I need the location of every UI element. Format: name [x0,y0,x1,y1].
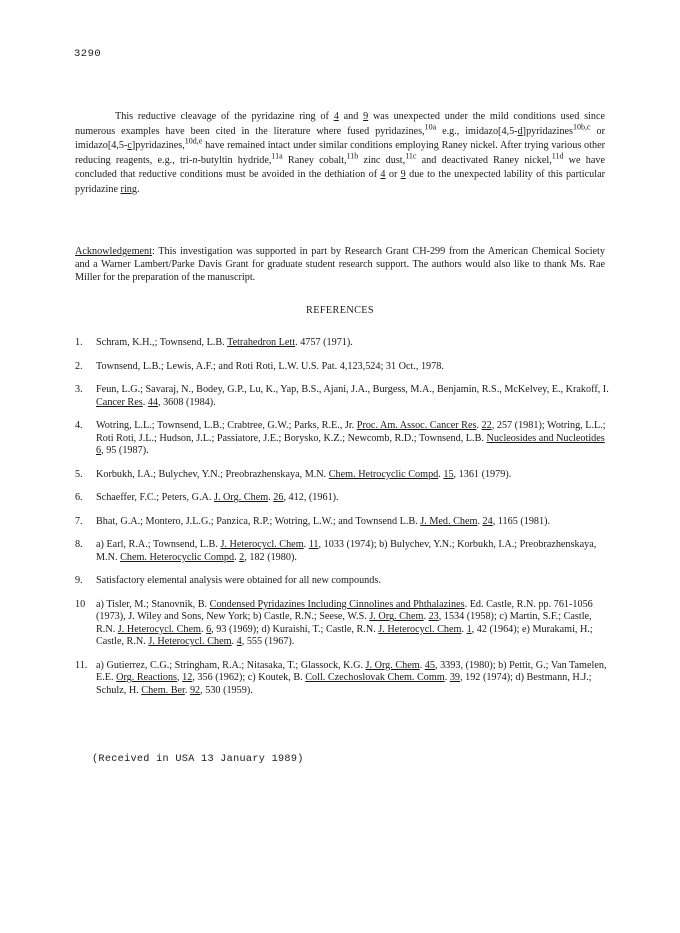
volume: 11 [308,539,319,551]
volume: 12 [182,672,193,684]
citation-superscript: 11c [405,151,417,161]
text-run: Schram, K.H.,; Townsend, L.B. [96,337,228,348]
reference-number: 3. [75,384,83,396]
reference-number: 7. [75,515,83,527]
citation-superscript: 10a [424,122,437,132]
text-run: . [268,492,274,504]
journal-name: J. Heterocycl. Chem [220,539,304,551]
text-run: . [142,396,148,408]
citation-superscript: 11d [551,151,564,161]
acknowledgement-text: : This investigation was supported in part by Research Grant CH-299 from the American Chemical Society and a Warner Lambert/Parke Davis Grant for graduate student research support. The authors would also like to thank Ms. Rae Miller for the preparation of the manuscript. [75,246,605,284]
text-run: , 42 (1964); e) Murakami, H.; Castle, R.N. [96,623,593,648]
journal-name: J. Org. Chem [214,492,269,504]
text-run: Schaeffer, F.C.; Peters, G.A. [96,492,214,504]
text-run: Raney cobalt, [282,154,347,166]
references-heading: REFERENCES [306,305,374,316]
reference-item [75,361,610,373]
reference-item [75,575,610,587]
text-run: . [419,659,425,671]
reference-number: 1. [75,337,83,348]
journal-name: J. Heterocycl. Chem [148,636,232,648]
journal-name: Tetrahedron Lett [227,337,296,348]
text-run: . [136,183,140,195]
text-run: , 1165 (1981). [492,515,551,527]
compound-ref: 4 [333,111,339,122]
text-run: , 95 (1987). [101,445,149,456]
text-run: , 257 (1981); Wotring, L.L.; Roti Roti, J.L.; Hudson, J.L.; Passiatore, J.E.; Borysko, K.Z.; Newcomb, R.D.; Townsend, L.B. [96,420,606,444]
reference-number: 11. [75,659,88,671]
book-title: Condensed Pyridazines Including Cinnolines and Phthalazines [209,598,465,610]
volume: 44 [147,396,158,408]
text-run: , 1534 (1958); c) Martin, S.F.; Castle, R.N. [96,611,592,635]
text-run: , 356 (1962); c) Koutek, B. [192,672,306,684]
text-run: This reductive cleavage of the pyridazine ring of [115,111,334,122]
volume: 23 [428,611,439,623]
reference-number: 2. [75,360,83,372]
volume: 2 [239,551,245,563]
text-run: , 182 (1980). [244,551,297,563]
volume: 1 [466,623,472,635]
journal-name: Chem. Heterocyclic Compd [120,551,235,563]
compound-ref: 9 [400,169,406,181]
journal-name: J. Org. Chem [365,659,420,671]
journal-name: Cancer Res [96,396,143,408]
text-run: Satisfactory elemental analysis were obtained for all new compounds. [96,575,381,587]
text-run: . [184,684,190,696]
text-run: . [303,539,309,551]
reference-item [75,539,610,564]
text-run: zinc dust, [358,154,406,166]
reference-number: 9. [75,575,83,587]
text-run: , 93 (1969); d) Kuraishi, T.; Castle, R.N. [211,623,379,635]
volume: 22 [481,420,492,432]
text-run: , 555 (1967). [241,636,295,648]
text-run: e.g., imidazo[4,5- [436,125,518,137]
volume: 26 [273,492,284,504]
volume: 4 [236,636,242,648]
volume: 45 [424,659,435,671]
text-run: , [177,672,183,684]
text-run: Feun, L.G.; Savaraj, N., Bodey, G.P., Lu, K., Yap, B.S., Ajani, J.A., Burgess, M.A., Benjamin, R.S., McKelvey, E., Krakoff, I. [96,384,609,396]
citation-superscript: 10b,c [573,122,591,132]
text-run: , 530 (1959). [200,684,253,696]
text-run: . [444,672,450,684]
reference-item [75,337,610,349]
paragraph-text [75,110,605,198]
citation-superscript: 11b [346,151,359,161]
journal-name: Nucleosides and Nucleotides [486,432,605,444]
received-date: (Received in USA 13 January 1989) [92,754,304,765]
text-run: or [385,169,401,181]
text-run: ]pyridazines [522,125,574,137]
page-number: 3290 [74,48,102,60]
citation-superscript: 10d,e [184,136,203,146]
text-run: have remained intact under similar conditions employing Raney nickel. After trying various other reducing reagents, e.g., tri- [75,140,605,166]
acknowledgement [75,245,605,285]
text-run: , 1361 (1979). [453,468,512,480]
text-run: . [461,623,467,635]
volume: 24 [482,515,493,527]
fusion-letter: c [127,140,132,152]
fusion-letter: d [517,125,523,137]
text-run: and [338,111,364,122]
journal-name: Coll. Czechoslovak Chem. Comm [305,672,445,684]
text-run: . Ed. Castle, R.N. pp. 761-1056 (1973), J. Wiley and Sons, New York; b) Castle, R.N.; Seese, W.S. [96,598,593,623]
text-run: due to the unexpected lability of this particular pyridazine [75,169,605,195]
text-run: Wotring, L.L.; Townsend, L.B.; Crabtree, G.W.; Parks, R.E., Jr. [96,420,357,432]
reference-number: 4. [75,420,83,432]
text-run: . [234,551,240,563]
reference-item [75,384,610,409]
journal-name: J. Heterocycl. Chem [378,623,462,635]
journal-name: Proc. Am. Assoc. Cancer Res [356,420,477,432]
text-run: a) Tisler, M.; Stanovnik, B. [96,598,210,610]
reference-item [75,599,610,649]
text-run: a) Gutierrez, C.G.; Stringham, R.A.; Nitasaka, T.; Glassock, K.G. [96,659,366,671]
text-run: -butyltin hydride, [197,154,272,166]
volume: 15 [443,468,454,480]
italic-prefix: n [192,154,198,166]
reference-item [75,420,610,457]
text-run: or imidazo[4,5- [75,125,605,152]
journal-name: J. Heterocycl. Chem [117,623,201,635]
reference-list [75,337,610,708]
volume: 6 [96,445,102,456]
text-run: . [477,515,483,527]
text-run: a) Earl, R.A.; Townsend, L.B. [96,539,221,551]
reference-number: 6. [75,492,83,504]
volume: 39 [449,672,461,684]
text-run: ]pyridazines, [131,140,185,152]
text-run: . [231,636,237,648]
text-run: ring [120,183,137,195]
body-paragraph [75,110,605,198]
text-run: was unexpected under the mild conditions used since numerous examples have been cited in the literature where fused pyridazines, [75,111,606,137]
text-run: Korbukh, I.A.; Bulychev, Y.N.; Preobrazhenskaya, M.N. [96,468,329,480]
reference-item [75,660,610,697]
reference-number: 8. [75,539,83,551]
acknowledgement-heading: Acknowledgement [75,246,152,257]
text-run: . [200,623,207,635]
text-run: . 4757 (1971). [295,337,353,348]
text-run: , 1033 (1974); b) Bulychev, Y.N.; Korbukh, I.A.; Preobrazhenskaya, M.N. [96,539,597,563]
text-run: . [438,468,444,480]
citation-superscript: 11a [271,151,283,161]
journal-name: Chem. Hetrocyclic Compd [328,468,439,480]
reference-item [75,492,610,504]
journal-name: Org. Reactions [116,672,178,684]
compound-ref: 9 [363,111,369,122]
text-run: , 3393, (1980); b) Pettit, G.; Van Tamelen, E.E. [96,659,607,684]
text-run: , 412, (1961). [283,492,339,504]
reference-item [75,469,610,481]
reference-number: 10 [75,598,86,610]
text-run: , 192 (1974); d) Bestmann, H.J.; Schulz, H. [96,672,592,696]
text-run: we have concluded that reductive conditions must be avoided in the dethiation of [75,154,605,181]
text-run: Bhat, G.A.; Montero, J.L.G.; Panzica, R.P.; Wotring, L.W.; and Townsend L.B. [96,515,421,527]
text-run: Townsend, L.B.; Lewis, A.F.; and Roti Roti, L.W. U.S. Pat. 4,123,524; 31 Oct., 1978. [96,360,444,372]
reference-item [75,516,610,528]
reference-number: 5. [75,468,83,480]
text-run: . [476,420,482,432]
journal-name: Chem. Ber [141,684,185,696]
compound-ref: 4 [380,169,386,181]
volume: 6 [206,623,212,635]
journal-name: J. Org. Chem [369,611,424,623]
volume: 92 [189,684,201,696]
text-run: . [423,611,429,623]
journal-name: J. Med. Chem [420,515,478,527]
text-run: , 3608 (1984). [157,396,216,408]
text-run: and deactivated Raney nickel, [416,154,552,166]
